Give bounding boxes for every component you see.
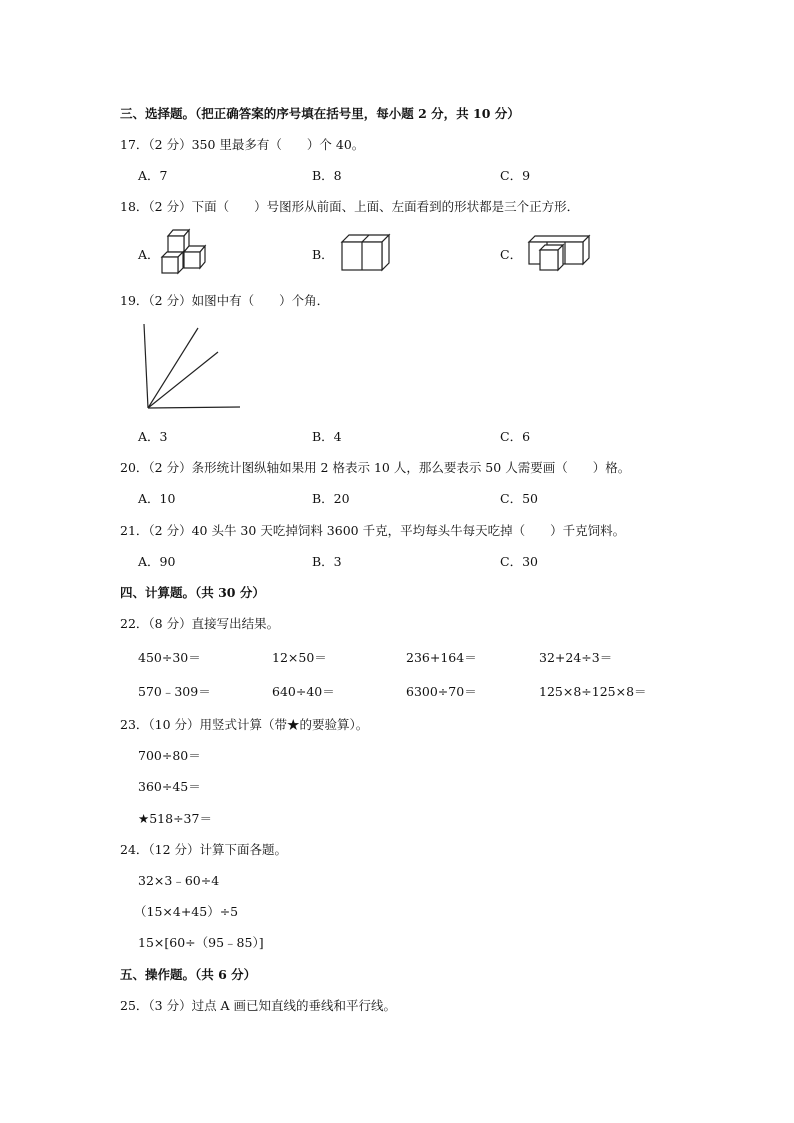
q22-row2-item2: 640÷40＝ [272, 684, 335, 699]
question-20-option-b: B．20 [312, 491, 350, 506]
question-19-option-b: B．4 [312, 429, 342, 444]
angle-figure [140, 322, 244, 414]
q23-item1: 700÷80＝ [138, 748, 201, 763]
q22-row2-item4: 125×8÷125×8＝ [539, 684, 647, 699]
q22-row2-item3: 6300÷70＝ [406, 684, 477, 699]
question-18-option-a: A． [138, 247, 160, 262]
question-21-option-b: B．3 [312, 554, 342, 569]
cube-figure-a [158, 226, 214, 278]
question-18-option-b: B． [312, 247, 334, 262]
section-3-heading: 三、选择题。（把正确答案的序号填在括号里，每小题 2 分，共 10 分） [120, 106, 520, 121]
q24-item1: 32×3﹣60÷4 [138, 873, 220, 888]
question-25-stem: 25．（3 分）过点 A 画已知直线的垂线和平行线。 [120, 998, 397, 1013]
question-20-option-a: A．10 [138, 491, 176, 506]
cube-figure-c [527, 232, 593, 274]
section-5-heading: 五、操作题。（共 6 分） [120, 967, 257, 982]
question-20-option-c: C．50 [500, 491, 538, 506]
question-17-option-c: C．9 [500, 168, 531, 183]
section-4-heading: 四、计算题。（共 30 分） [120, 585, 265, 600]
q22-row1-item1: 450÷30＝ [138, 650, 201, 665]
question-21-option-c: C．30 [500, 554, 538, 569]
q22-row1-item3: 236+164＝ [406, 650, 477, 665]
q23-item2: 360÷45＝ [138, 779, 201, 794]
q24-item2: （15×4+45）÷5 [134, 904, 239, 919]
question-22-stem: 22．（8 分）直接写出结果。 [120, 616, 280, 631]
q22-row1-item2: 12×50＝ [272, 650, 327, 665]
question-18-stem: 18．（2 分）下面（ ）号图形从前面、上面、左面看到的形状都是三个正方形． [120, 199, 580, 214]
q23-item3: ★518÷37＝ [138, 811, 212, 826]
question-23-stem: 23．（10 分）用竖式计算（带★的要验算）。 [120, 717, 369, 732]
question-24-stem: 24．（12 分）计算下面各题。 [120, 842, 288, 857]
cube-figure-b [338, 232, 394, 274]
question-17-option-a: A．7 [138, 168, 168, 183]
question-19-option-a: A．3 [138, 429, 168, 444]
question-20-stem: 20．（2 分）条形统计图纵轴如果用 2 格表示 10 人，那么要表示 50 人需要画（ ）格。 [120, 460, 631, 475]
question-18-option-c: C． [500, 247, 523, 262]
q24-item3: 15×[60÷（95﹣85）] [138, 935, 264, 950]
question-17-option-b: B．8 [312, 168, 342, 183]
q22-row2-item1: 570﹣309＝ [138, 684, 211, 699]
question-17-stem: 17．（2 分）350 里最多有（ ）个 40。 [120, 137, 365, 152]
question-19-option-c: C．6 [500, 429, 531, 444]
question-21-option-a: A．90 [138, 554, 176, 569]
question-19-stem: 19．（2 分）如图中有（ ）个角． [120, 293, 330, 308]
question-21-stem: 21．（2 分）40 头牛 30 天吃掉饲料 3600 千克，平均每头牛每天吃掉（ ）千克饲料。 [120, 523, 626, 538]
q22-row1-item4: 32+24÷3＝ [539, 650, 613, 665]
